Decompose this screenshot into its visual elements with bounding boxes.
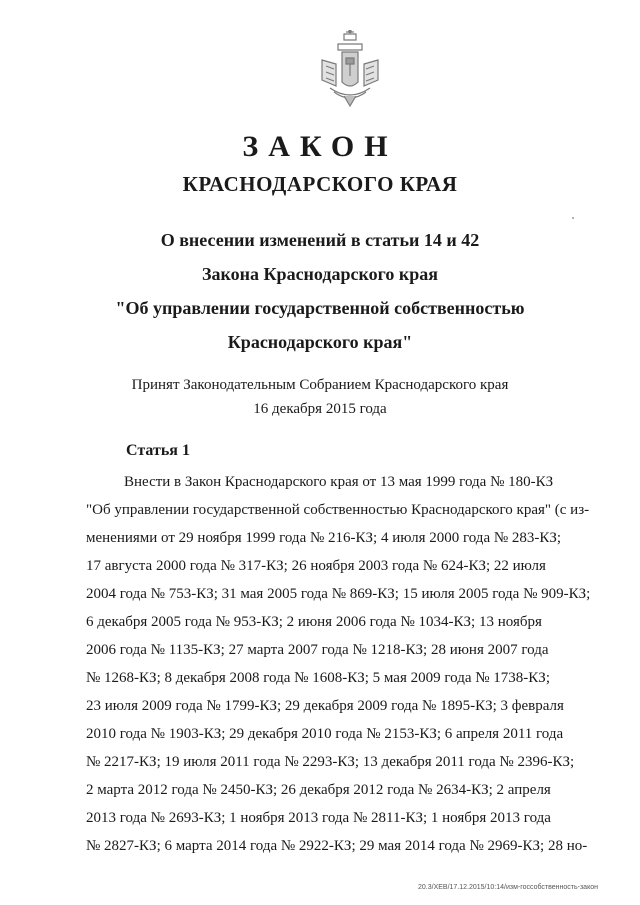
subtitle-line-1: О внесении изменений в статьи 14 и 42 xyxy=(160,230,480,250)
scan-speck xyxy=(572,217,574,219)
article-line: № 2217-КЗ; 19 июля 2011 года № 2293-КЗ; 13 декабря 2011 года № 2396-КЗ; xyxy=(86,754,575,770)
article-line: Внести в Закон Краснодарского края от 13 мая 1999 года № 180-КЗ xyxy=(124,474,554,490)
subtitle-line-2: Закона Краснодарского края xyxy=(202,264,438,284)
subtitle-line-3: "Об управлении государственной собственностью xyxy=(115,298,525,318)
article-line: 2 марта 2012 года № 2450-КЗ; 26 декабря 2012 года № 2634-КЗ; 2 апреля xyxy=(86,782,551,798)
krasnodar-coat-of-arms-icon xyxy=(316,30,384,110)
article-line: 2004 года № 753-КЗ; 31 мая 2005 года № 869-КЗ; 15 июля 2005 года № 909-КЗ; xyxy=(86,586,591,602)
law-title: ЗАКОН xyxy=(242,130,398,163)
document-code-footer: 20.3/ХЕВ/17.12.2015/10:14/изм-госсобственность-закон xyxy=(418,884,598,891)
article-line: 6 декабря 2005 года № 953-КЗ; 2 июня 2006 года № 1034-КЗ; 13 ноября xyxy=(86,614,542,630)
article-line: "Об управлении государственной собственностью Краснодарского края" (с из- xyxy=(86,502,590,518)
article-line: 23 июля 2009 года № 1799-КЗ; 29 декабря 2009 года № 1895-КЗ; 3 февраля xyxy=(86,698,564,714)
article-line: 2013 года № 2693-КЗ; 1 ноября 2013 года № 2811-КЗ; 1 ноября 2013 года xyxy=(86,810,551,826)
article-line: № 1268-КЗ; 8 декабря 2008 года № 1608-КЗ; 5 мая 2009 года № 1738-КЗ; xyxy=(86,670,550,686)
article-line: 2006 года № 1135-КЗ; 27 марта 2007 года № 1218-КЗ; 28 июня 2007 года xyxy=(86,642,549,658)
adopted-by-line: Принят Законодательным Собранием Краснодарского края xyxy=(131,377,509,393)
article-line: 2010 года № 1903-КЗ; 29 декабря 2010 года № 2153-КЗ; 6 апреля 2011 года xyxy=(86,726,564,742)
region-title: КРАСНОДАРСКОГО КРАЯ xyxy=(182,172,458,196)
article-line: менениями от 29 ноября 1999 года № 216-КЗ; 4 июля 2000 года № 283-КЗ; xyxy=(86,530,562,546)
article-heading: Статья 1 xyxy=(126,442,190,459)
article-line: № 2827-КЗ; 6 марта 2014 года № 2922-КЗ; 29 мая 2014 года № 2969-КЗ; 28 но- xyxy=(86,838,588,854)
adopted-date-line: 16 декабря 2015 года xyxy=(253,401,387,417)
article-line: 17 августа 2000 года № 317-КЗ; 26 ноября 2003 года № 624-КЗ; 22 июля xyxy=(86,558,546,574)
subtitle-line-4: Краснодарского края" xyxy=(227,332,413,352)
